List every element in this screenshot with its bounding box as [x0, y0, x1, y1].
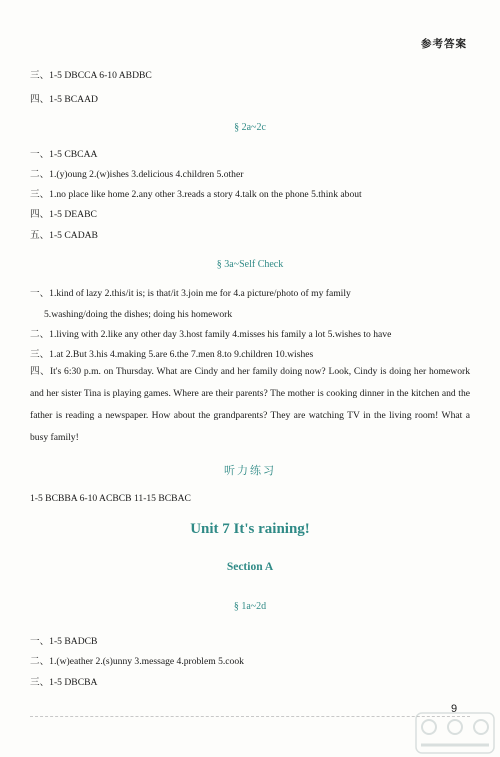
answer-line: 一、1.kind of lazy 2.this/it is; is that/it 3.join me for 4.a picture/photo of my family	[30, 288, 351, 299]
answer-line: 二、1.(y)oung 2.(w)ishes 3.delicious 4.children 5.other	[30, 169, 244, 180]
section-heading-3a: § 3a~Self Check	[216, 259, 284, 270]
section-a-title: Section A	[226, 561, 274, 573]
listening-heading: 听力练习	[224, 464, 276, 477]
answer-line: 三、1.at 2.But 3.his 4.making 5.are 6.the 7.men 8.to 9.children 10.wishes	[30, 349, 314, 360]
answer-line: 四、1-5 BCAAD	[30, 94, 98, 105]
answer-line: 二、1.(w)eather 2.(s)unny 3.message 4.problem 5.cook	[30, 656, 244, 667]
answer-line: 一、1-5 CBCAA	[30, 149, 98, 160]
answer-line: 二、1.living with 2.like any other day 3.host family 4.misses his family a lot 5.wishes to have	[30, 329, 392, 340]
answer-line: 三、1-5 DBCCA 6-10 ABDBC	[30, 70, 152, 81]
answer-line: 三、1.no place like home 2.any other 3.reads a story 4.talk on the phone 5.think about	[30, 189, 362, 200]
page-number: 9	[451, 703, 458, 715]
answer-paragraph: 四、It's 6:30 p.m. on Thursday. What are Cindy and her family doing now? Look, Cindy is doing her homework and her sister Tina is playing games. Where are their parents? The mother is cooking dinner in the kitchen and the father is reading a newspaper. How about the grandparents? They are watching TV in the living room! What a busy family!	[30, 366, 470, 443]
answer-line: 一、1-5 BADCB	[30, 636, 98, 647]
answer-line: 五、1-5 CADAB	[30, 230, 98, 241]
section-heading-1a: § 1a~2d	[233, 601, 267, 612]
section-heading-2a: § 2a~2c	[234, 122, 266, 133]
answer-line: 四、1-5 DEABC	[30, 209, 97, 220]
answer-line: 三、1-5 DBCBA	[30, 677, 98, 688]
watermark-logo	[415, 712, 495, 754]
footer-divider	[30, 716, 470, 718]
answer-line: 1-5 BCBBA 6-10 ACBCB 11-15 BCBAC	[30, 493, 191, 504]
answer-line: 5.washing/doing the dishes; doing his homework	[44, 309, 233, 320]
page-header-title: 参考答案	[421, 38, 467, 50]
unit-title: Unit 7 It's raining!	[190, 521, 310, 537]
